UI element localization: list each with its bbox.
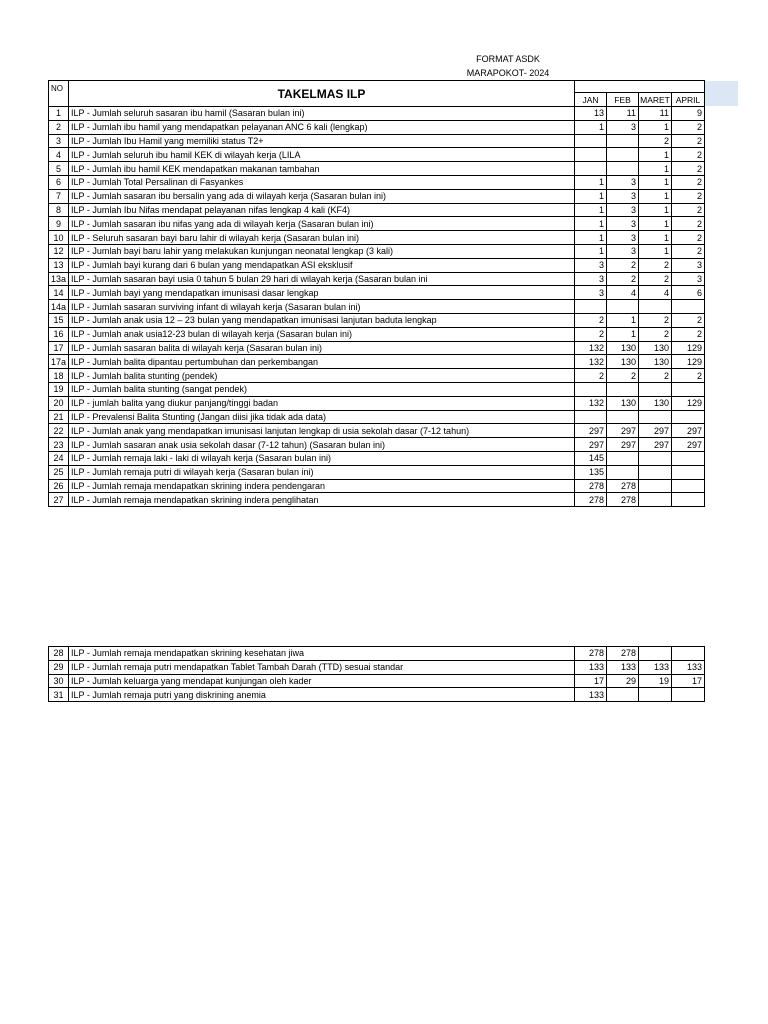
value-jan: 2 xyxy=(575,369,607,383)
value-jan: 3 xyxy=(575,286,607,300)
indicator-description: ILP - Jumlah seluruh ibu hamil KEK di wilayah kerja (LILA xyxy=(69,148,575,162)
value-april: 2 xyxy=(672,189,705,203)
value-april xyxy=(672,451,705,465)
row-number: 28 xyxy=(49,647,69,661)
value-feb: 2 xyxy=(607,369,639,383)
table-row xyxy=(49,424,705,438)
value-jan: 17 xyxy=(575,674,607,688)
row-number: 14 xyxy=(49,286,69,300)
table-row xyxy=(49,175,705,189)
table-row xyxy=(49,688,705,702)
value-feb xyxy=(607,162,639,176)
row-number: 25 xyxy=(49,465,69,479)
value-april: 2 xyxy=(672,327,705,341)
value-april: 2 xyxy=(672,244,705,258)
value-maret: 130 xyxy=(639,396,672,410)
indicator-description: ILP - Jumlah ibu hamil yang mendapatkan pelayanan ANC 6 kali (lengkap) xyxy=(69,120,575,134)
value-feb xyxy=(607,148,639,162)
indicator-description: ILP - Jumlah balita dipantau pertumbuhan dan perkembangan xyxy=(69,355,575,369)
value-maret: 2 xyxy=(639,134,672,148)
value-jan: 278 xyxy=(575,479,607,493)
value-feb: 1 xyxy=(607,327,639,341)
row-number: 14a xyxy=(49,300,69,314)
table-row xyxy=(49,355,705,369)
table-row xyxy=(49,258,705,272)
value-maret: 1 xyxy=(639,175,672,189)
location-year: MARAPOKOT- 2024 xyxy=(466,68,550,78)
value-feb xyxy=(607,134,639,148)
value-jan: 132 xyxy=(575,341,607,355)
row-number: 30 xyxy=(49,674,69,688)
value-feb xyxy=(607,451,639,465)
value-jan: 297 xyxy=(575,424,607,438)
value-jan xyxy=(575,300,607,314)
value-maret: 2 xyxy=(639,258,672,272)
value-jan: 278 xyxy=(575,647,607,661)
value-jan: 132 xyxy=(575,355,607,369)
row-number: 1 xyxy=(49,107,69,121)
row-number: 31 xyxy=(49,688,69,702)
value-jan xyxy=(575,134,607,148)
value-april: 3 xyxy=(672,258,705,272)
indicator-description: ILP - Jumlah sasaran ibu bersalin yang ada di wilayah kerja (Sasaran bulan ini) xyxy=(69,189,575,203)
table-row xyxy=(49,300,705,314)
value-april: 297 xyxy=(672,424,705,438)
value-maret: 1 xyxy=(639,231,672,245)
indicator-description: ILP - Jumlah sasaran anak usia sekolah dasar (7-12 tahun) (Sasaran bulan ini) xyxy=(69,438,575,452)
value-jan: 297 xyxy=(575,438,607,452)
value-feb: 3 xyxy=(607,231,639,245)
indicator-description: ILP - Jumlah ibu hamil KEK mendapatkan makanan tambahan xyxy=(69,162,575,176)
no-header: NO xyxy=(49,81,69,107)
value-jan: 3 xyxy=(575,272,607,286)
indicator-description: ILP - Seluruh sasaran bayi baru lahir di wilayah kerja (Sasaran bulan ini) xyxy=(69,231,575,245)
indicator-description: ILP - Jumlah balita stunting (sangat pendek) xyxy=(69,382,575,396)
value-april: 17 xyxy=(672,674,705,688)
ilp-table xyxy=(48,80,705,507)
value-jan xyxy=(575,382,607,396)
table-row xyxy=(49,286,705,300)
month-header-maret: MARET xyxy=(640,94,670,105)
value-april: 133 xyxy=(672,660,705,674)
row-number: 8 xyxy=(49,203,69,217)
value-april: 9 xyxy=(672,107,705,121)
value-jan: 278 xyxy=(575,493,607,507)
value-april: 2 xyxy=(672,175,705,189)
value-maret xyxy=(639,451,672,465)
row-number: 13a xyxy=(49,272,69,286)
value-feb: 133 xyxy=(607,660,639,674)
value-maret xyxy=(639,493,672,507)
row-number: 3 xyxy=(49,134,69,148)
value-feb: 3 xyxy=(607,217,639,231)
value-april: 129 xyxy=(672,341,705,355)
selected-cell-highlight xyxy=(705,81,738,106)
value-jan: 132 xyxy=(575,396,607,410)
indicator-description: ILP - Jumlah bayi yang mendapatkan imunisasi dasar lengkap xyxy=(69,286,575,300)
value-maret xyxy=(639,479,672,493)
month-header-feb: FEB xyxy=(607,93,639,107)
value-april xyxy=(672,479,705,493)
value-maret: 297 xyxy=(639,424,672,438)
value-maret: 133 xyxy=(639,660,672,674)
value-jan: 2 xyxy=(575,327,607,341)
format-title: FORMAT ASDK xyxy=(476,54,540,64)
value-jan xyxy=(575,410,607,424)
value-feb: 297 xyxy=(607,424,639,438)
row-number: 10 xyxy=(49,231,69,245)
value-april: 2 xyxy=(672,369,705,383)
value-feb: 3 xyxy=(607,189,639,203)
value-maret: 130 xyxy=(639,355,672,369)
value-feb: 278 xyxy=(607,493,639,507)
table-row xyxy=(49,465,705,479)
value-feb: 130 xyxy=(607,396,639,410)
row-number: 19 xyxy=(49,382,69,396)
value-maret: 2 xyxy=(639,369,672,383)
value-maret: 1 xyxy=(639,162,672,176)
value-april xyxy=(672,300,705,314)
value-april xyxy=(672,465,705,479)
row-number: 2 xyxy=(49,120,69,134)
indicator-description: ILP - Jumlah remaja putri mendapatkan Tablet Tambah Darah (TTD) sesuai standar xyxy=(69,660,575,674)
table-row xyxy=(49,162,705,176)
indicator-description: ILP - Jumlah remaja putri yang diskrining anemia xyxy=(69,688,575,702)
value-maret: 2 xyxy=(639,272,672,286)
indicator-description: ILP - Jumlah remaja mendapatkan skrining indera penglihatan xyxy=(69,493,575,507)
row-number: 15 xyxy=(49,313,69,327)
row-number: 9 xyxy=(49,217,69,231)
value-jan: 1 xyxy=(575,189,607,203)
table-row xyxy=(49,451,705,465)
value-maret xyxy=(639,382,672,396)
value-jan: 135 xyxy=(575,465,607,479)
value-feb: 4 xyxy=(607,286,639,300)
row-number: 29 xyxy=(49,660,69,674)
row-number: 27 xyxy=(49,493,69,507)
indicator-description: ILP - Jumlah remaja mendapatkan skrining indera pendengaran xyxy=(69,479,575,493)
row-number: 5 xyxy=(49,162,69,176)
value-jan: 133 xyxy=(575,688,607,702)
value-jan: 3 xyxy=(575,258,607,272)
row-number: 21 xyxy=(49,410,69,424)
value-april: 129 xyxy=(672,355,705,369)
month-header-april: APRIL xyxy=(672,93,705,107)
value-feb: 130 xyxy=(607,341,639,355)
indicator-description: ILP - Jumlah seluruh sasaran ibu hamil (Sasaran bulan ini) xyxy=(69,107,575,121)
value-jan: 1 xyxy=(575,203,607,217)
month-header-jan: JAN xyxy=(575,93,607,107)
value-april: 297 xyxy=(672,438,705,452)
table-row xyxy=(49,272,705,286)
table-row xyxy=(49,410,705,424)
value-maret: 1 xyxy=(639,203,672,217)
indicator-description: ILP - Prevalensi Balita Stunting (Jangan diisi jika tidak ada data) xyxy=(69,410,575,424)
value-april: 129 xyxy=(672,396,705,410)
value-april: 2 xyxy=(672,148,705,162)
value-april xyxy=(672,382,705,396)
value-april: 2 xyxy=(672,217,705,231)
value-feb: 130 xyxy=(607,355,639,369)
value-maret: 297 xyxy=(639,438,672,452)
value-feb xyxy=(607,410,639,424)
value-jan: 1 xyxy=(575,175,607,189)
table-row xyxy=(49,327,705,341)
row-number: 13 xyxy=(49,258,69,272)
indicator-description: ILP - Jumlah Ibu Nifas mendapat pelayanan nifas lengkap 4 kali (KF4) xyxy=(69,203,575,217)
row-number: 16 xyxy=(49,327,69,341)
value-jan: 1 xyxy=(575,244,607,258)
table-row xyxy=(49,231,705,245)
value-maret xyxy=(639,688,672,702)
indicator-description: ILP - Jumlah anak usia 12 – 23 bulan yang mendapatkan imunisasi lanjutan baduta lengkap xyxy=(69,313,575,327)
value-maret: 130 xyxy=(639,341,672,355)
value-feb: 3 xyxy=(607,203,639,217)
value-maret: 2 xyxy=(639,313,672,327)
value-maret: 1 xyxy=(639,120,672,134)
value-maret: 1 xyxy=(639,244,672,258)
row-number: 20 xyxy=(49,396,69,410)
table-row xyxy=(49,493,705,507)
table-row xyxy=(49,203,705,217)
value-maret: 2 xyxy=(639,327,672,341)
indicator-description: ILP - Jumlah remaja mendapatkan skrining kesehatan jiwa xyxy=(69,647,575,661)
indicator-description: ILP - Jumlah sasaran ibu nifas yang ada di wilayah kerja (Sasaran bulan ini) xyxy=(69,217,575,231)
table-row xyxy=(49,369,705,383)
value-maret xyxy=(639,300,672,314)
table-row xyxy=(49,244,705,258)
value-feb: 2 xyxy=(607,272,639,286)
value-jan: 1 xyxy=(575,120,607,134)
value-jan: 145 xyxy=(575,451,607,465)
table-row xyxy=(49,479,705,493)
row-number: 12 xyxy=(49,244,69,258)
value-april: 2 xyxy=(672,313,705,327)
value-feb xyxy=(607,382,639,396)
value-april: 3 xyxy=(672,272,705,286)
indicator-description: ILP - Jumlah anak yang mendapatkan imunisasi lanjutan lengkap di usia sekolah dasar (7-12 tahun) xyxy=(69,424,575,438)
month-header-spacer xyxy=(575,81,705,93)
value-april: 2 xyxy=(672,120,705,134)
indicator-description: ILP - Jumlah keluarga yang mendapat kunjungan oleh kader xyxy=(69,674,575,688)
row-number: 18 xyxy=(49,369,69,383)
indicator-description: ILP - Jumlah balita stunting (pendek) xyxy=(69,369,575,383)
row-number: 22 xyxy=(49,424,69,438)
value-april xyxy=(672,688,705,702)
indicator-description: ILP - Jumlah bayi kurang dari 6 bulan yang mendapatkan ASI eksklusif xyxy=(69,258,575,272)
table-row xyxy=(49,217,705,231)
table-row xyxy=(49,120,705,134)
table-row xyxy=(49,148,705,162)
value-feb: 3 xyxy=(607,120,639,134)
table-row xyxy=(49,341,705,355)
indicator-description: ILP - Jumlah bayi baru lahir yang melakukan kunjungan neonatal lengkap (3 kali) xyxy=(69,244,575,258)
value-feb: 278 xyxy=(607,479,639,493)
value-maret: 1 xyxy=(639,217,672,231)
table-title: TAKELMAS ILP xyxy=(69,81,575,107)
row-number: 24 xyxy=(49,451,69,465)
indicator-description: ILP - Jumlah sasaran surviving infant di wilayah kerja (Sasaran bulan ini) xyxy=(69,300,575,314)
value-feb: 11 xyxy=(607,107,639,121)
indicator-description: ILP - Jumlah Ibu Hamil yang memiliki status T2+ xyxy=(69,134,575,148)
value-maret: 1 xyxy=(639,189,672,203)
value-maret: 4 xyxy=(639,286,672,300)
table-row xyxy=(49,396,705,410)
ilp-table-continued xyxy=(48,646,705,702)
value-april xyxy=(672,493,705,507)
table-row xyxy=(49,674,705,688)
indicator-description: ILP - Jumlah remaja laki - laki di wilayah kerja (Sasaran bulan ini) xyxy=(69,451,575,465)
value-feb xyxy=(607,300,639,314)
row-number: 17 xyxy=(49,341,69,355)
value-jan xyxy=(575,162,607,176)
row-number: 6 xyxy=(49,175,69,189)
row-number: 7 xyxy=(49,189,69,203)
value-jan: 133 xyxy=(575,660,607,674)
table-row xyxy=(49,134,705,148)
value-feb: 297 xyxy=(607,438,639,452)
value-maret: 19 xyxy=(639,674,672,688)
value-feb: 3 xyxy=(607,175,639,189)
value-maret: 1 xyxy=(639,148,672,162)
value-april: 2 xyxy=(672,162,705,176)
indicator-description: ILP - Jumlah sasaran balita di wilayah kerja (Sasaran bulan ini) xyxy=(69,341,575,355)
value-april: 2 xyxy=(672,203,705,217)
value-april xyxy=(672,647,705,661)
indicator-description: ILP - Jumlah sasaran bayi usia 0 tahun 5 bulan 29 hari di wilayah kerja (Sasaran bulan ini xyxy=(69,272,575,286)
table-row xyxy=(49,438,705,452)
table-row xyxy=(49,647,705,661)
table-row xyxy=(49,660,705,674)
value-feb: 278 xyxy=(607,647,639,661)
table-row xyxy=(49,189,705,203)
row-number: 4 xyxy=(49,148,69,162)
value-jan: 2 xyxy=(575,313,607,327)
value-april xyxy=(672,410,705,424)
value-jan: 13 xyxy=(575,107,607,121)
value-april: 2 xyxy=(672,134,705,148)
indicator-description: ILP - Jumlah remaja putri di wilayah kerja (Sasaran bulan ini) xyxy=(69,465,575,479)
value-jan: 1 xyxy=(575,217,607,231)
value-feb: 29 xyxy=(607,674,639,688)
row-number: 17a xyxy=(49,355,69,369)
row-number: 23 xyxy=(49,438,69,452)
value-feb: 1 xyxy=(607,313,639,327)
value-feb xyxy=(607,465,639,479)
value-april: 2 xyxy=(672,231,705,245)
value-maret: 11 xyxy=(639,107,672,121)
value-april: 6 xyxy=(672,286,705,300)
value-jan xyxy=(575,148,607,162)
row-number: 26 xyxy=(49,479,69,493)
value-maret xyxy=(639,410,672,424)
value-feb xyxy=(607,688,639,702)
value-maret xyxy=(639,465,672,479)
value-maret xyxy=(639,647,672,661)
value-feb: 3 xyxy=(607,244,639,258)
indicator-description: ILP - Jumlah anak usia12-23 bulan di wilayah kerja (Sasaran bulan ini) xyxy=(69,327,575,341)
table-row xyxy=(49,107,705,121)
indicator-description: ILP - Jumlah Total Persalinan di Fasyankes xyxy=(69,175,575,189)
indicator-description: ILP - jumlah balita yang diukur panjang/tinggi badan xyxy=(69,396,575,410)
table-row xyxy=(49,382,705,396)
table-row xyxy=(49,313,705,327)
value-feb: 2 xyxy=(607,258,639,272)
value-jan: 1 xyxy=(575,231,607,245)
